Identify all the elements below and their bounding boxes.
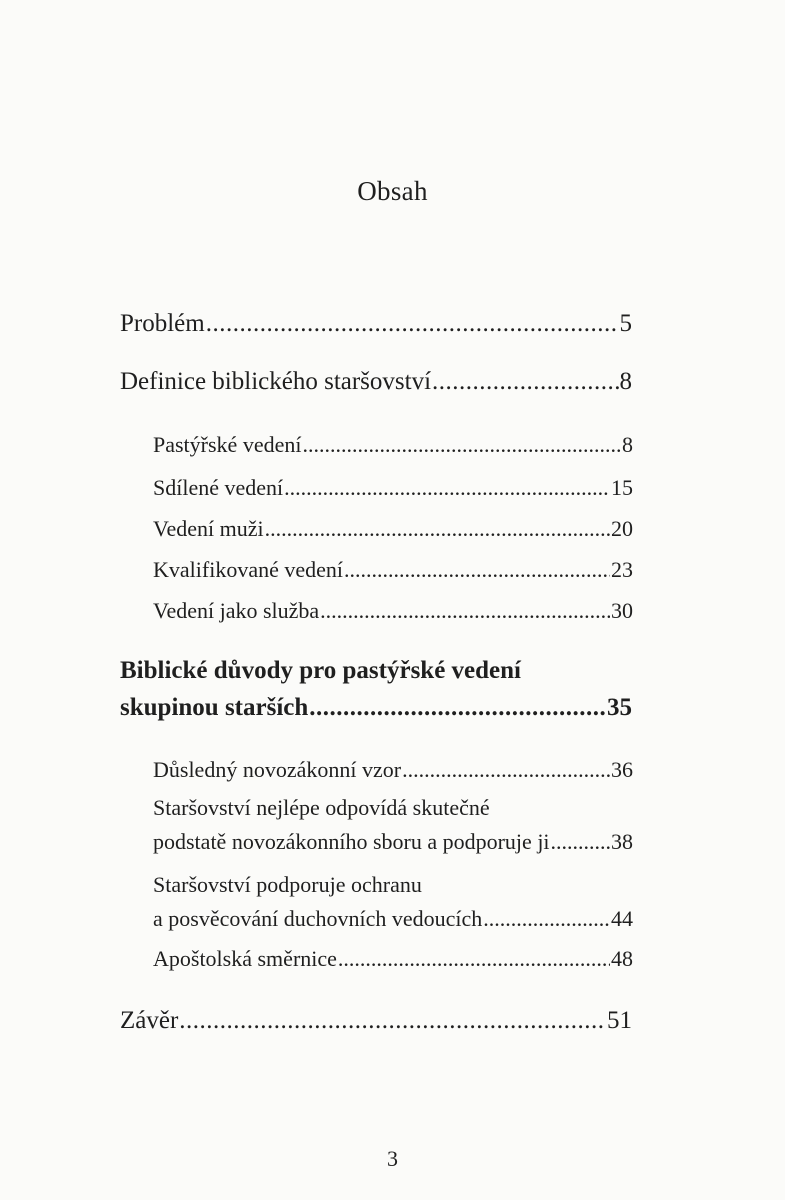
toc-entry-label: Vedení muži	[153, 516, 264, 541]
toc-entry-label: Pastýřské vedení	[153, 432, 302, 457]
toc-entry-page: 8	[619, 368, 632, 395]
toc-entry-zaver[interactable]	[120, 1007, 632, 1035]
dot-leader	[402, 757, 610, 783]
toc-entry-page: 5	[619, 310, 632, 337]
dot-leader	[309, 694, 606, 722]
toc-entry-page: 48	[611, 946, 633, 971]
toc-entry-label: Závěr	[120, 1007, 179, 1034]
toc-entry-page: 15	[611, 475, 633, 500]
toc-entry-page: 35	[607, 694, 632, 721]
toc-entry-duvody[interactable]	[120, 694, 632, 722]
toc-subentry-podstata[interactable]	[153, 829, 633, 855]
toc-entry-page: 30	[611, 598, 633, 623]
dot-leader	[338, 946, 610, 972]
dot-leader	[344, 557, 610, 583]
toc-entry-label: Apoštolská směrnice	[153, 946, 337, 971]
dot-leader	[265, 516, 610, 542]
toc-entry-page: 38	[611, 829, 633, 854]
toc-subentry-pastyrske[interactable]	[153, 432, 633, 458]
toc-entry-label: Důsledný novozákonní vzor	[153, 757, 402, 782]
dot-leader	[284, 475, 610, 501]
toc-entry-label: Kvalifikované vedení	[153, 557, 343, 582]
toc-subentry-sdilene[interactable]	[153, 475, 633, 501]
toc-entry-label: podstatě novozákonního sboru a podporuje ji	[153, 829, 550, 854]
toc-subentry-ochrana[interactable]	[153, 906, 633, 932]
dot-leader	[302, 432, 621, 458]
toc-subentry-kvalifikovane[interactable]	[153, 557, 633, 583]
toc-entry-page: 8	[622, 432, 633, 457]
toc-entry-problem[interactable]	[120, 310, 632, 338]
page-number: 3	[387, 1146, 398, 1171]
toc-entry-duvody-line1[interactable]: Biblické důvody pro pastýřské vedení	[120, 657, 522, 684]
page-title: Obsah	[357, 176, 428, 206]
dot-leader	[206, 310, 619, 338]
dot-leader	[551, 829, 610, 855]
dot-leader	[483, 906, 610, 932]
dot-leader	[432, 368, 618, 396]
toc-subentry-vzor[interactable]	[153, 757, 633, 783]
toc-subentry-sluzba[interactable]	[153, 598, 633, 624]
toc-entry-page: 20	[611, 516, 633, 541]
toc-entry-page: 51	[607, 1007, 632, 1034]
toc-entry-definice[interactable]	[120, 368, 632, 396]
toc-entry-label: skupinou starších	[120, 694, 309, 721]
toc-entry-page: 36	[611, 757, 633, 782]
toc-entry-label: a posvěcování duchovních vedoucích	[153, 906, 483, 931]
toc-entry-page: 44	[611, 906, 633, 931]
toc-subentry-muzi[interactable]	[153, 516, 633, 542]
toc-entry-label: Vedení jako služba	[153, 598, 320, 623]
toc-subentry-ochrana-line1[interactable]: Staršovství podporuje ochranu	[153, 872, 422, 897]
toc-entry-label: Definice biblického staršovství	[120, 368, 432, 395]
toc-subentry-smernice[interactable]	[153, 946, 633, 972]
toc-entry-page: 23	[611, 557, 633, 582]
dot-leader	[179, 1007, 606, 1035]
toc-entry-label: Problém	[120, 310, 205, 337]
toc-entry-label: Sdílené vedení	[153, 475, 284, 500]
dot-leader	[320, 598, 610, 624]
toc-subentry-podstata-line1[interactable]: Staršovství nejlépe odpovídá skutečné	[153, 795, 490, 820]
